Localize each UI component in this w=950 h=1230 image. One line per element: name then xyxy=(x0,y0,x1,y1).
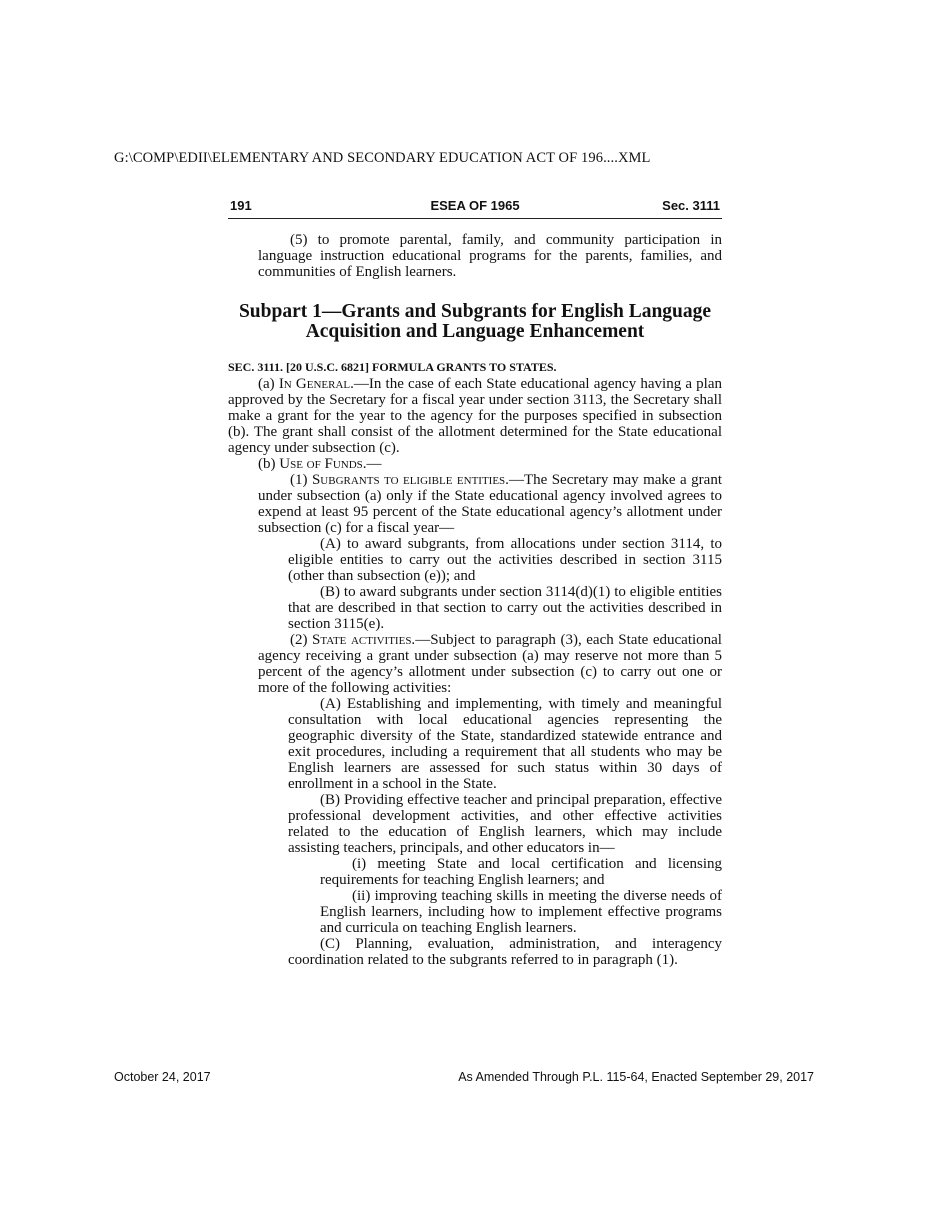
section-heading: SEC. 3111. [20 U.S.C. 6821] FORMULA GRANTS TO STATES. xyxy=(228,360,557,374)
paragraph-5: (5) to promote parental, family, and community participation in language instruction educational programs for the parents, families, and communities of English learners. xyxy=(258,232,722,280)
subpart-title: Subpart 1—Grants and Subgrants for English Language Acquisition and Language Enhancement xyxy=(238,301,712,342)
document-body xyxy=(228,232,722,968)
clause-b2B: (B) Providing effective teacher and principal preparation, effective professional development activities, and other effective activities related to the education of English learners, which may include assisting teachers, principals, and other educators in— xyxy=(288,792,722,856)
page-number: 191 xyxy=(230,198,252,213)
subsection-b-heading: Use of Funds. xyxy=(279,456,367,472)
paragraph-b1: (1) Subgrants to eligible entities.—The Secretary may make a grant under subsection (a) only if the State educational agency involved agrees to expend at least 95 percent of the State educational agency’s allotment under subsection (c) for a fiscal year— xyxy=(258,472,722,536)
clause-b2Bii: (ii) improving teaching skills in meeting the diverse needs of English learners, including how to implement effective programs and curricula on teaching English learners. xyxy=(320,888,722,936)
file-path: G:\COMP\EDII\ELEMENTARY AND SECONDARY EDUCATION ACT OF 196....XML xyxy=(114,150,651,166)
paragraph-b2-heading: State activities. xyxy=(312,632,416,648)
running-head xyxy=(228,196,722,219)
clause-b2Bi: (i) meeting State and local certification and licensing requirements for teaching English learners; and xyxy=(320,856,722,888)
section-ref: Sec. 3111 xyxy=(662,198,720,213)
clause-b1B: (B) to award subgrants under section 3114(d)(1) to eligible entities that are described in that section to carry out the activities described in section 3115(e). xyxy=(288,584,722,632)
subsection-b: (b) Use of Funds.— xyxy=(258,456,382,472)
clause-b1A: (A) to award subgrants, from allocations under section 3114, to eligible entities to carry out the activities described in section 3115 (other than subsection (e)); and xyxy=(288,536,722,584)
subsection-a: (a) In General.—In the case of each State educational agency having a plan approved by the Secretary for a fiscal year under section 3113, the Secretary shall make a grant for the year to the agency for the purposes specified in subsection (b). The grant shall consist of the allotment determined for the State educational agency under subsection (c). xyxy=(228,376,722,456)
subsection-a-heading: In General. xyxy=(278,376,354,392)
paragraph-b2: (2) State activities.—Subject to paragraph (3), each State educational agency receiving a grant under subsection (a) may reserve not more than 5 percent of the agency’s allotment under subsection (c) to carry out one or more of the following activities: xyxy=(258,632,722,696)
clause-b2A: (A) Establishing and implementing, with timely and meaningful consultation with local educational agencies representing the geographic diversity of the State, standardized statewide entrance and exit procedures, including a requirement that all students who may be English learners are assessed for such status within 30 days of enrollment in a school in the State. xyxy=(288,696,722,792)
act-title: ESEA OF 1965 xyxy=(430,198,520,213)
footer-date: October 24, 2017 xyxy=(114,1070,211,1084)
footer-amended: As Amended Through P.L. 115-64, Enacted September 29, 2017 xyxy=(458,1070,814,1084)
paragraph-b1-heading: Subgrants to eligible entities. xyxy=(311,472,509,488)
clause-b2C: (C) Planning, evaluation, administration, and interagency coordination related to the subgrants referred to in paragraph (1). xyxy=(288,936,722,968)
